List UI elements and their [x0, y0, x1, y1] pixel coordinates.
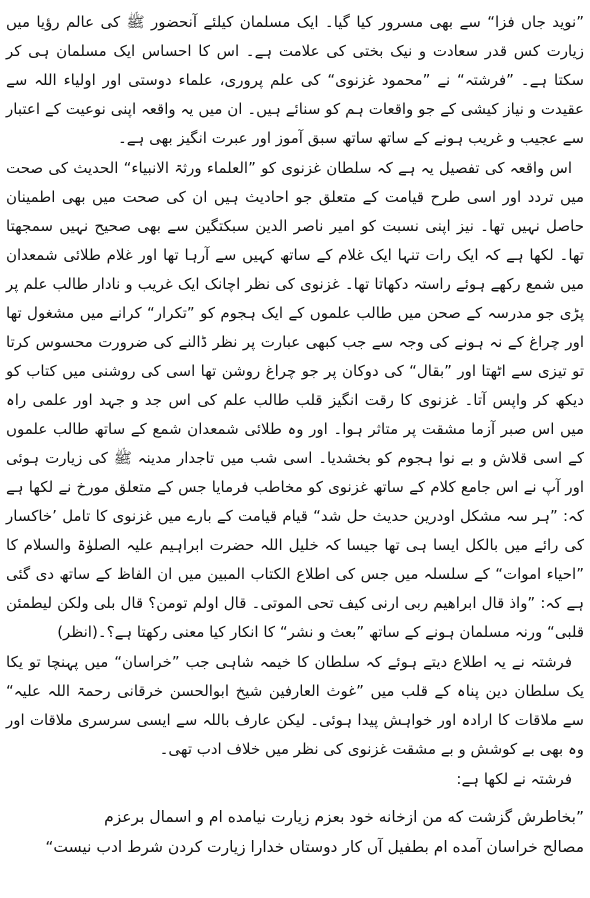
persian-quote-line-2: مصالح خراسان آمده ام بطفیل آں کار دوستاں خدارا زیارت کردن شرط ادب نیست“ — [45, 838, 584, 856]
paragraph-intro: ”نوید جاں فزا“ سے بھی مسرور کیا گیا۔ ایک مسلمان کیلئے آنحضور ﷺ کی عالم رؤیا میں زیارت کس قدر سعادت و نیک بختی کی علامت ہے۔ اس کا احساس ایک مسلمان ہی کر سکتا ہے۔ ”فرشتہ“ نے ”محمود غزنوی“ کی علم پروری، علماء دوستی اور اولیاء اللہ سے عقیدت و نیاز کیشی کے جو واقعات ہم کو سنائے ہیں۔ ان میں یہ واقعہ اپنی نوعیت کے اعتبار سے عجیب و غریب ہونے کے ساتھ ساتھ سبق آموز اور عبرت انگیز بھی ہے۔ — [6, 13, 584, 147]
paragraph-khurasan-visit: فرشتہ نے یہ اطلاع دیتے ہوئے کہ سلطان کا خیمہ شاہی جب ”خراسان“ میں پہنچا تو یکا یک سلطان دین پناہ کے قلب میں ”غوث العارفین شیخ ابوالحسن خرقانی رحمۃ اللہ علیہ“ سے ملاقات کا ارادہ اور خواہش پیدا ہوئی۔ لیکن عارف باللہ سے ایسی سرسری ملاقات اور وہ بھی بے کوشش و بے مشقت غزنوی کی نظر میں خلاف ادب تھی۔ — [6, 653, 584, 758]
paragraph-incident-details: اس واقعہ کی تفصیل یہ ہے کہ سلطان غزنوی کو ”العلماء ورثۃ الانبیاء“ الحدیث کی صحت میں تردد اور اسی طرح قیامت کے متعلق جو احادیث ہیں ان کی صحت میں بھی اطمینان حاصل نہیں تھا۔ نیز اپنی نسبت کو امیر ناصر الدین سبکتگین سے بھی صحیح نہیں سمجھتا تھا۔ لکھا ہے کہ ایک رات تنہا ایک غلام کے ساتھ کہیں سے آرہا تھا اور غلام طلائی شمعدان میں شمع رکھے ہوئے راستہ دکھاتا تھا۔ غزنوی کی نظر اچانک ایک غریب و نادار طالب علم پر پڑی جو مدرسہ کے صحن میں طالب علموں کے ایک ہجوم کو ”تکرار“ کرانے میں مشغول تھا اور چراغ کے نہ ہونے کی وجہ سے جب کبھی عبارت پر نظر ڈالنے کی ضرورت محسوس کرتا تو تیزی سے اٹھتا اور ”بقال“ کی دوکان پر جو چراغ روشن تھا اسی کی روشنی میں کتاب کو دیکھ کر واپس آتا۔ غزنوی کا رقت انگیز قلب طالب علم کی اس جد و جہد اور علمی راہ میں اس صبر آزما مشقت پر متاثر ہوا۔ اور وہ طلائی شمعدان شمع کے ساتھ طالب علموں کے اسی قلاش و بے نوا ہجوم کو بخشدیا۔ اسی شب میں تاجدار مدینہ ﷺ کی زیارت ہوئی اور آپ نے اس جامع کلام کے ساتھ غزنوی کو مخاطب فرمایا جس کے متعلق مورخ نے لکھا ہے کہ: ”ہر سہ مشکل اودرین حدیث حل شد“ قیام قیامت کے بارے میں غزنوی کا تامل ’خاکسار کی رائے میں بالکل ایسا ہی تھا جیسا کہ خلیل اللہ حضرت ابراہیم علیہ الصلوٰۃ والسلام کا ”احیاء اموات“ کے سلسلہ میں جس کی اطلاع الکتاب المبین میں ان الفاظ کے ساتھ دی گئی ہے کہ: ”واذ قال ابراھیم ربی ارنی کیف تحی الموتی۔ قال اولم تومن؟ قال بلی ولکن لیطمئن قلبی“ ورنہ مسلمان ہونے کے ساتھ ”بعث و نشر“ کا انکار کیا معنی رکھتا ہے؟۔(انظر) — [6, 159, 584, 641]
paragraph-farishta-wrote: فرشتہ نے لکھا ہے: — [456, 770, 572, 788]
persian-quote-line-1: ”بخاطرش گزشت که من ازخانه خود بعزم زیارت نیامده ام و اسمال برعزم — [104, 808, 584, 826]
